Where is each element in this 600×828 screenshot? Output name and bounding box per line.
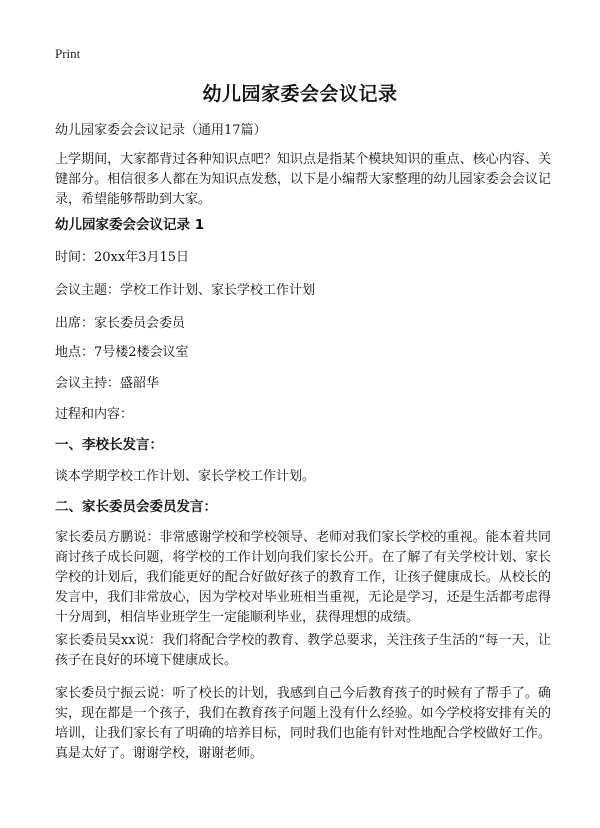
speech-paragraph-3: 家长委员宁振云说：听了校长的计划，我感到自己今后教育孩子的时候有了帮手了。确实，现在都是一个孩子，我们在教育孩子问题上没有什么经验。如今学校将安排有关的培训，让我们家长有了明确的培养目标，同时我们也能有针对性地配合学校做好工作。真是太好了。谢谢学校，谢谢老师。 [55, 686, 551, 761]
meeting-host: 会议主持：盛韶华 [55, 376, 160, 391]
part2-heading: 二、家长委员会委员发言： [55, 499, 217, 515]
document-title: 幼儿园家委会会议记录 [202, 83, 398, 105]
part1-heading: 一、李校长发言： [55, 437, 163, 453]
speech-paragraph-1: 家长委员方鹏说：非常感谢学校和学校领导、老师对我们家长学校的重视。能本着共同商讨孩子成长问题，将学校的工作计划向我们家长公开。在了解了有关学校计划、家长学校的计划后，我们能更好的配合好做好孩子的教育工作，让孩子健康成长。从校长的发言中，我们非常放心，因为学校对毕业班相当重视，无论是学习，还是生活都考虑得十分周到，相信毕业班学生一定能顺利毕业，获得理想的成绩。 [55, 530, 551, 625]
meeting-location: 地点：7号楼2楼会议室 [55, 345, 189, 360]
meeting-time: 时间：20xx年3月15日 [55, 250, 190, 265]
speech-paragraph-2: 家长委员吴xx说：我们将配合学校的教育、教学总要求，关注孩子生活的“每一天，让孩子在良好的环境下健康成长。 [55, 633, 551, 668]
meeting-topic: 会议主题：学校工作计划、家长学校工作计划 [55, 283, 316, 298]
intro-paragraph: 上学期间，大家都背过各种知识点吧？知识点是指某个模块知识的重点、核心内容、关键部分。相信很多人都在为知识点发愁，以下是小编帮大家整理的幼儿园家委会会议记录，希望能够帮助到大家。 [55, 152, 551, 207]
process-label: 过程和内容： [55, 407, 134, 422]
part1-text: 谈本学期学校工作计划、家长学校工作计划。 [55, 469, 316, 484]
meeting-attendees: 出席：家长委员会委员 [55, 316, 186, 331]
print-link[interactable]: Print [55, 46, 81, 61]
document-subtitle: 幼儿园家委会会议记录（通用17篇） [55, 123, 267, 138]
section-title: 幼儿园家委会会议记录 1 [55, 217, 205, 233]
